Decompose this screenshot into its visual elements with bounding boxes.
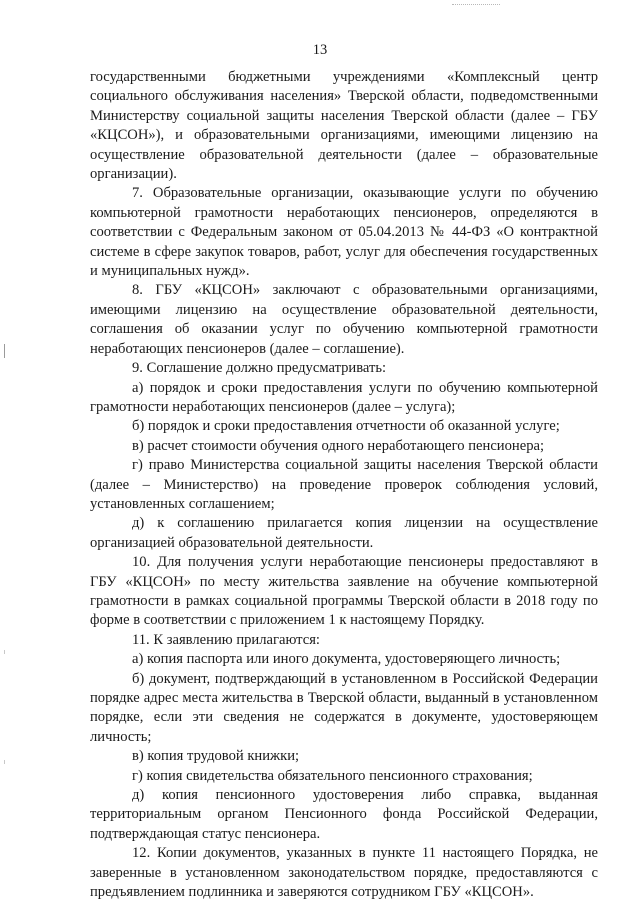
- paragraph-11e: д) копия пенсионного удостоверения либо справка, выданная территориальным органом Пенсионного фонда Российской Федерации, подтверждающая статус пенсионера.: [90, 787, 598, 842]
- paragraph-9e: д) к соглашению прилагается копия лицензии на осуществление организацией образовательной деятельности.: [90, 515, 598, 551]
- paragraph-11b: б) документ, подтверждающий в установленном в Российской Федерации порядке адрес места жительства в Тверской области, выданный в установленном порядке, если эти сведения не содержатся в документе, удостоверяющем личность;: [90, 670, 598, 745]
- page-number: 13: [312, 42, 328, 58]
- paragraph-9b: б) порядок и сроки предоставления отчетности об оказанной услуге;: [132, 418, 560, 435]
- paragraph-7: 7. Образовательные организации, оказывающие услуги по обучению компьютерной грамотности неработающих пенсионеров, определяются в соответствии с Федеральным законом от 05.04.2013 № 44-ФЗ «О контрактной системе в сфере закупок товаров, работ, услуг для обеспечения государственных и муниципальных нужд».: [90, 185, 598, 280]
- scan-artifact: [4, 650, 5, 654]
- paragraph-11c: в) копия трудовой книжки;: [132, 748, 300, 765]
- paragraph-12: 12. Копии документов, указанных в пункте 11 настоящего Порядка, не заверенные в установленном законодательством порядке, предоставляются с предъявлением подлинника и заверяются сотрудником ГБУ «КЦСОН».: [90, 845, 598, 901]
- scan-artifact: [4, 760, 5, 764]
- paragraph-9d: г) право Министерства социальной защиты населения Тверской области (далее – Министерство) на проведение проверок соблюдения условий, установленных соглашением;: [90, 457, 598, 512]
- paragraph-9a: а) порядок и сроки предоставления услуги по обучению компьютерной грамотности неработающих пенсионеров (далее – услуга);: [90, 379, 598, 415]
- paragraph-8: 8. ГБУ «КЦСОН» заключают с образовательными организациями, имеющими лицензию на осуществление образовательной деятельности, соглашения об оказании услуг по обучению компьютерной грамотности неработающих пенсионеров (далее – соглашение).: [90, 282, 598, 357]
- paragraph-11: 11. К заявлению прилагаются:: [132, 631, 320, 648]
- scan-artifact: [452, 4, 500, 5]
- paragraph-11a: а) копия паспорта или иного документа, удостоверяющего личность;: [132, 651, 561, 668]
- paragraph-10: 10. Для получения услуги неработающие пенсионеры предоставляют в ГБУ «КЦСОН» по месту жительства заявление на обучение компьютерной грамотности в рамках социальной программы Тверской области в 2018 году по форме в соответствии с приложением 1 к настоящему Порядку.: [90, 554, 598, 629]
- paragraph-9: 9. Соглашение должно предусматривать:: [132, 360, 387, 377]
- paragraph-11d: г) копия свидетельства обязательного пенсионного страхования;: [132, 767, 533, 784]
- paragraph-9c: в) расчет стоимости обучения одного неработающего пенсионера;: [132, 437, 545, 454]
- paragraph-continuation: государственными бюджетными учреждениями «Комплексный центр социального обслуживания населения» Тверской области, подведомственными Министерству социальной защиты населения Тверской области (далее – ГБУ «КЦСОН»), и образовательными организациями, имеющими лицензию на осуществление образовательной деятельности (далее – образовательные организации).: [90, 69, 598, 183]
- document-body: [90, 68, 598, 902]
- scan-artifact: [4, 344, 5, 358]
